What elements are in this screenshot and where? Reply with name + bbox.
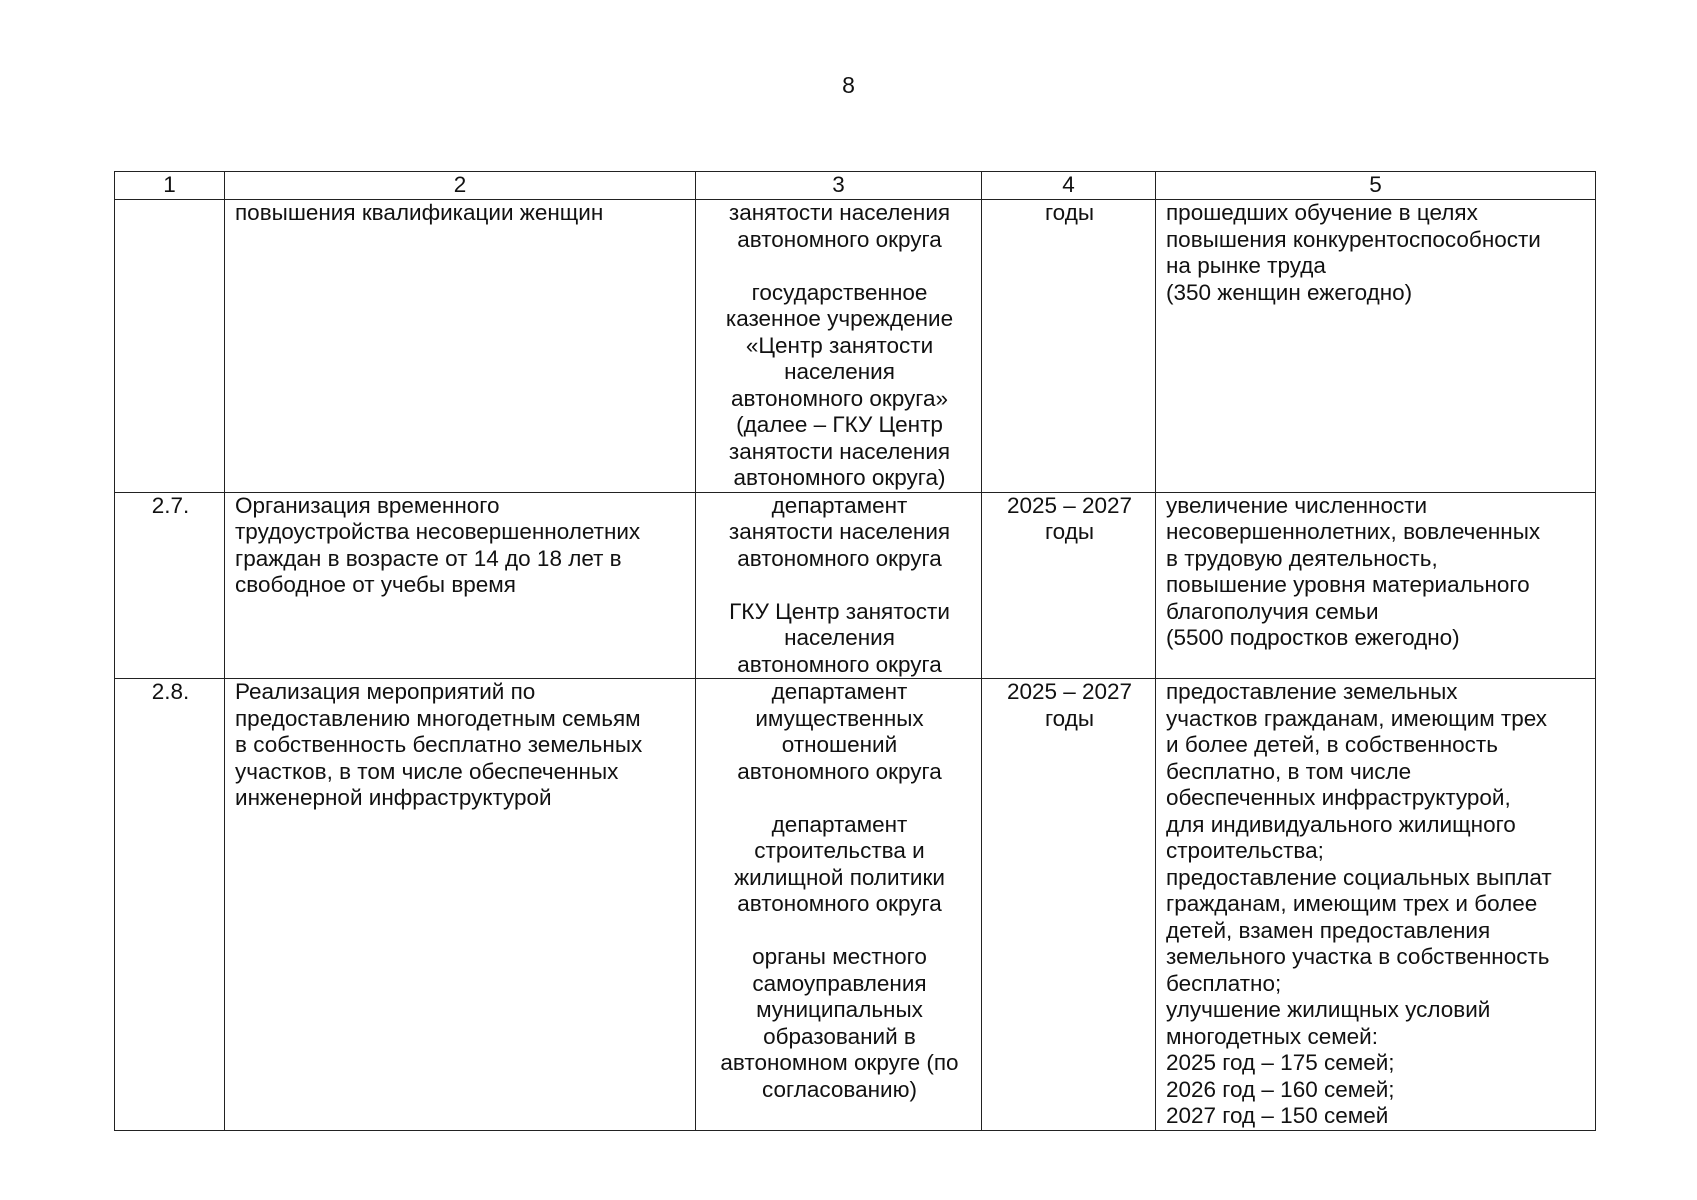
measure-name: Организация временного трудоустройства несовершеннолетних граждан в возрасте от 14 до 18 лет в свободное от учебы время xyxy=(225,492,696,679)
implementation-period: годы xyxy=(982,200,1156,493)
expected-result: увеличение численности несовершеннолетних, вовлеченных в трудовую деятельность, повышение уровня материального благополучия семьи (5500 подростков ежегодно) xyxy=(1156,492,1596,679)
responsible-executor: департамент имущественных отношений автономного округа xyxy=(737,679,942,784)
expected-result: прошедших обучение в целях повышения конкурентоспособности на рынке труда (350 женщин ежегодно) xyxy=(1156,200,1596,493)
column-header-4: 4 xyxy=(982,172,1156,200)
row-number xyxy=(115,200,225,493)
table-header-row xyxy=(115,172,1596,200)
responsible-executors xyxy=(696,679,982,1131)
implementation-period: 2025 – 2027 годы xyxy=(982,492,1156,679)
column-header-2: 2 xyxy=(225,172,696,200)
responsible-executors xyxy=(696,492,982,679)
implementation-period: 2025 – 2027 годы xyxy=(982,679,1156,1131)
column-header-5: 5 xyxy=(1156,172,1596,200)
table-row xyxy=(115,679,1596,1131)
column-header-1: 1 xyxy=(115,172,225,200)
responsible-executor: занятости населения автономного округа xyxy=(728,200,951,252)
responsible-executor: ГКУ Центр занятости населения автономного округа xyxy=(729,598,950,677)
responsible-executor: департамент занятости населения автономного округа xyxy=(728,492,951,571)
responsible-executor: органы местного самоуправления муниципальных образований в автономном округе (по согласованию) xyxy=(720,944,959,1102)
row-number: 2.7. xyxy=(115,492,225,679)
page-number: 8 xyxy=(842,72,855,98)
measure-name: повышения квалификации женщин xyxy=(225,200,696,493)
responsible-executors xyxy=(696,200,982,493)
measure-name: Реализация мероприятий по предоставлению многодетным семьям в собственность бесплатно земельных участков, в том числе обеспеченных инженерной инфраструктурой xyxy=(225,679,696,1131)
responsible-executor: департамент строительства и жилищной политики автономного округа xyxy=(734,811,945,916)
table-row xyxy=(115,200,1596,493)
measures-table xyxy=(114,171,1596,1131)
responsible-executor: государственное казенное учреждение «Центр занятости населения автономного округа» (далее – ГКУ Центр занятости населения автономного округа) xyxy=(725,279,954,490)
table-row xyxy=(115,492,1596,679)
column-header-3: 3 xyxy=(696,172,982,200)
row-number: 2.8. xyxy=(115,679,225,1131)
expected-result: предоставление земельных участков гражданам, имеющим трех и более детей, в собственность бесплатно, в том числе обеспеченных инфраструктурой, для индивидуального жилищного строительства; предоставление социальных выплат гражданам, имеющим трех и более детей, взамен предоставления земельного участка в собственность бесплатно; улучшение жилищных условий многодетных семей: 2025 год – 175 семей; 2026 год – 160 семей; 2027 год – 150 семей xyxy=(1156,679,1596,1131)
